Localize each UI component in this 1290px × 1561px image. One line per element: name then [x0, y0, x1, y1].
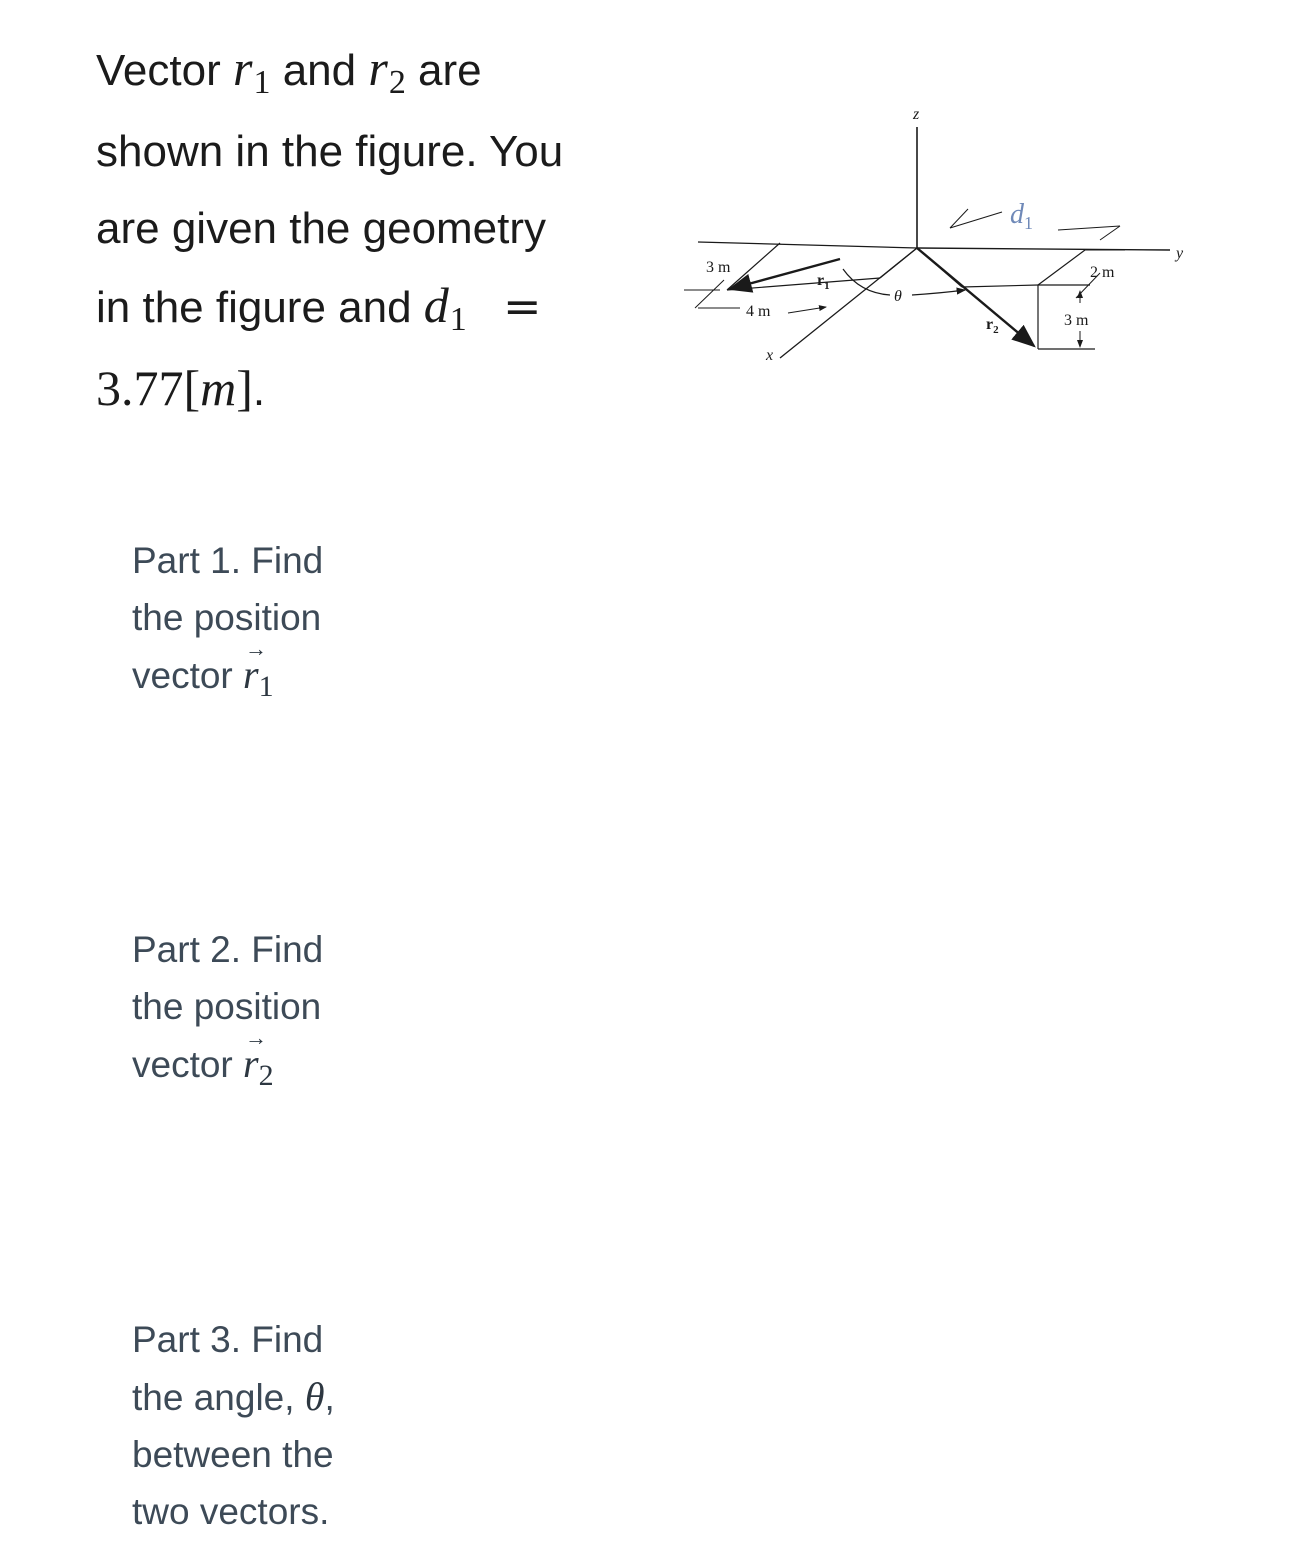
intro-text-vector: Vector	[96, 46, 221, 95]
r2-symbol: r2	[368, 40, 406, 101]
z-axis-label: z	[913, 106, 920, 123]
part-1-line-2: the position	[132, 597, 322, 638]
r1-vector-label: $r_1$	[817, 272, 830, 292]
part-1-vector-word: vector	[132, 655, 233, 696]
d1-symbol: d1	[423, 277, 467, 338]
part-1	[132, 532, 432, 707]
part-3	[132, 1311, 432, 1540]
box-edge	[962, 285, 1038, 287]
intro-line-5	[96, 350, 656, 429]
dim-4m: 4 m	[746, 303, 771, 320]
figure-svg	[680, 95, 1200, 385]
d1-value: 3.77	[96, 360, 184, 416]
unit-m: m	[200, 360, 237, 416]
part-1-line-3	[132, 636, 432, 707]
equals-sign: =	[503, 279, 542, 333]
dim-4m-line	[788, 307, 826, 313]
r1-vector-symbol: → $r_1$	[243, 636, 274, 703]
part-3-line-2	[132, 1368, 432, 1426]
intro-line-3: are given the geometry	[96, 204, 547, 253]
footprint-line	[880, 248, 917, 278]
part-2-line-3	[132, 1025, 432, 1096]
intro-text-and: and	[282, 46, 357, 95]
d1-dimension-line	[1058, 226, 1120, 230]
dim-2m: 2 m	[1090, 264, 1115, 281]
dim-3m-right: 3 m	[1064, 312, 1089, 329]
dim-3m-left: 3 m	[706, 259, 731, 276]
bracket-close: ]	[236, 360, 253, 416]
intro-text-in-figure: in the figure and	[96, 283, 412, 332]
bracket-open: [	[183, 360, 201, 416]
r2-vector-symbol: → $r_2$	[243, 1025, 274, 1092]
theta-arc	[843, 269, 890, 295]
part-3-line-4: two vectors.	[132, 1491, 330, 1532]
part-2-line-1: Part 2. Find	[132, 929, 324, 970]
box-edge	[1038, 250, 1085, 285]
part-3-comma: ,	[324, 1377, 335, 1418]
r1-symbol: r1	[232, 40, 271, 101]
part-3-line-1: Part 3. Find	[132, 1319, 324, 1360]
d1-label: $d_1$	[1010, 199, 1033, 233]
r2-vector-label: $r_2$	[986, 316, 999, 336]
part-2	[132, 921, 432, 1096]
theta-arc	[912, 290, 965, 295]
y-axis-label: y	[1176, 245, 1184, 262]
dim-3m-left-tick	[695, 280, 724, 308]
intro-line-2: shown in the figure. You	[96, 127, 564, 176]
r2-vector-line	[917, 248, 1034, 346]
theta-label: θ	[894, 288, 902, 305]
part-3-line-3: between the	[132, 1434, 334, 1475]
d1-tick	[1100, 226, 1120, 240]
y-axis	[917, 248, 1170, 250]
geometry-figure	[680, 95, 1200, 385]
footprint-line	[698, 242, 917, 248]
theta-symbol: θ	[304, 1374, 325, 1419]
intro-line-4	[96, 267, 656, 350]
part-1-line-1: Part 1. Find	[132, 540, 324, 581]
part-2-line-2: the position	[132, 986, 322, 1027]
part-3-angle-text: the angle,	[132, 1377, 295, 1418]
intro-line-1	[96, 30, 656, 113]
problem-statement	[96, 30, 656, 429]
part-2-vector-word: vector	[132, 1044, 233, 1085]
period: .	[252, 366, 266, 415]
intro-text-are: are	[418, 46, 482, 95]
x-axis-label: x	[766, 347, 774, 364]
